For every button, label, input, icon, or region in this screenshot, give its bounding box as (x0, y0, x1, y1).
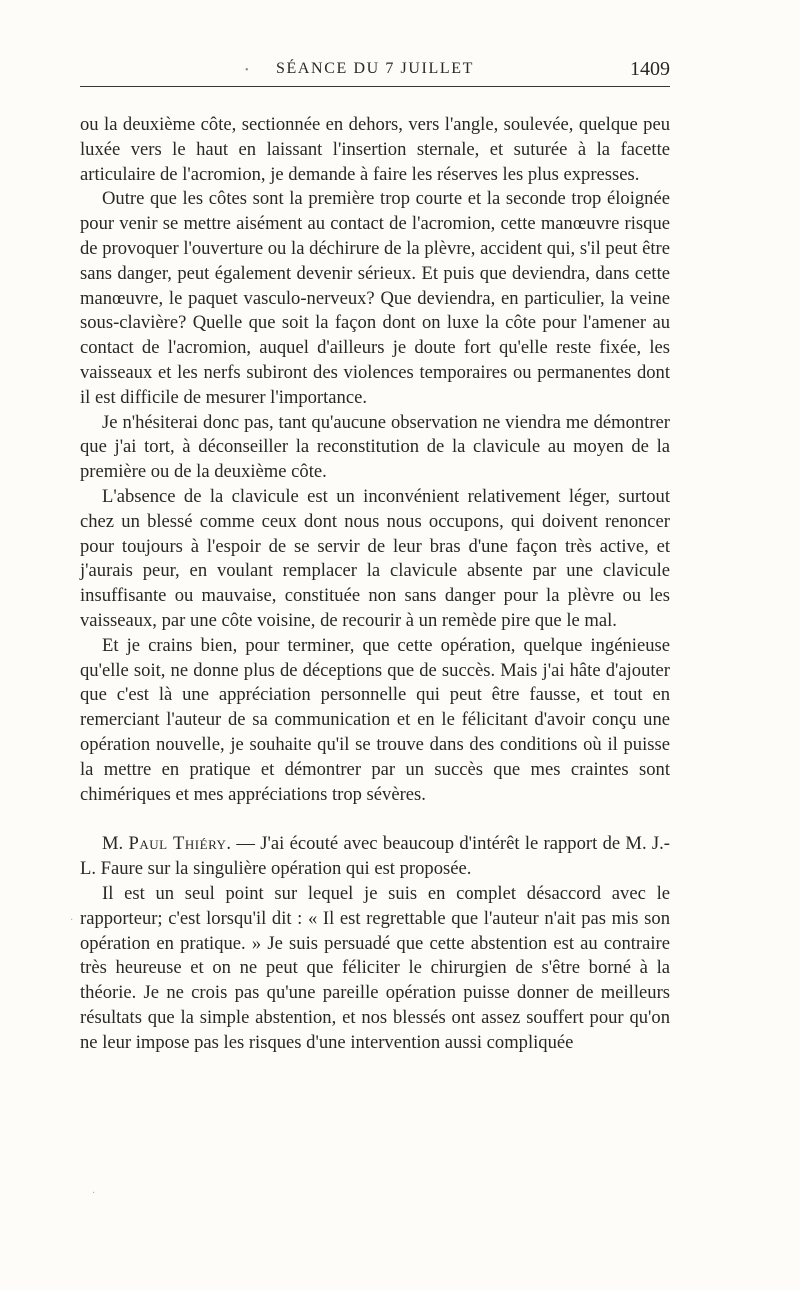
paragraph-5: Et je crains bien, pour terminer, que cette opération, quelque ingénieuse qu'elle soit, ne donne plus de déceptions que de succès. Mais j'ai hâte d'ajouter que c'est là une appréciation personnelle qui peut être fausse, et tout en remerciant l'auteur de sa communication et en le félicitant d'avoir conçu une opération nouvelle, je souhaite qu'il se trouve dans des conditions où il puisse la mettre en pratique et démontrer par un succès que mes craintes sont chimériques et mes appréciations trop sévères. (80, 634, 670, 805)
speaker-paragraph (80, 832, 670, 882)
paragraph-4: L'absence de la clavicule est un inconvénient relativement léger, surtout chez un blessé comme ceux dont nous nous occupons, qui doivent renoncer pour toujours à l'espoir de se servir de leur bras d'une façon très active, et j'aurais peur, en voulant remplacer la clavicule absente par une clavicule insuffisante ou mauvaise, constituée non sans danger pour la plèvre ou les vaisseaux, par une côte voisine, de recourir à un remède pire que le mal. (80, 485, 670, 631)
header-title: SÉANCE DU 7 JUILLET (276, 60, 474, 77)
header-dot: • (245, 65, 249, 76)
body-text (80, 113, 670, 1055)
speaker-text: . — J'ai écouté avec beaucoup d'intérêt le rapport de M. J.-L. Faure sur la singulière opération qui est proposée. (80, 833, 671, 880)
margin-mark: · (70, 915, 74, 926)
paragraph-final: Il est un seul point sur lequel je suis en complet désaccord avec le rapporteur; c'est lorsqu'il dit : « Il est regrettable que l'auteur n'ait pas mis son opération en pratique. » Je suis persuadé que cette abstention est au contraire très heureuse et on ne peut que féliciter le chirurgien de s'être borné à la théorie. Je ne crois pas qu'une pareille opération puisse donner de meilleurs résultats que la simple abstention, et nos blessés ont assez souffert pour qu'on ne leur impose pas les risques d'une intervention aussi compliquée (80, 882, 670, 1053)
paragraph-1: ou la deuxième côte, sectionnée en dehors, vers l'angle, soulevée, quelque peu luxée vers le haut en laissant l'insertion sternale, et suturée à la facette articulaire de l'acromion, je demande à faire les réserves les plus expresses. (80, 114, 670, 185)
speaker-prefix: M. (102, 833, 124, 855)
page-number: 1409 (630, 58, 670, 80)
speaker-name: Paul Thiéry (128, 833, 227, 855)
running-header (80, 56, 670, 87)
paragraph-3: Je n'hésiterai donc pas, tant qu'aucune observation ne viendra me démontrer que j'ai tort, à déconseiller la reconstitution de la clavicule au moyen de la première ou de la deuxième côte. (80, 411, 670, 483)
paragraph-2: Outre que les côtes sont la première trop courte et la seconde trop éloignée pour venir se mettre aisément au contact de l'acromion, cette manœuvre risque de provoquer l'ouverture ou la déchirure de la plèvre, accident qui, s'il peut être sans danger, peut également devenir sérieux. Et puis que deviendra, dans cette manœuvre, le paquet vasculo-nerveux? Que deviendra, en particulier, la veine sous-clavière? Quelle que soit la façon dont on luxe la côte pour l'amener au contact de l'acromion, auquel d'ailleurs je doute fort qu'elle reste fixée, les vaisseaux et les nerfs subiront des violences temporaires ou permanentes dont il est difficile de mesurer l'importance. (80, 188, 670, 408)
margin-mark: · (92, 1188, 96, 1199)
